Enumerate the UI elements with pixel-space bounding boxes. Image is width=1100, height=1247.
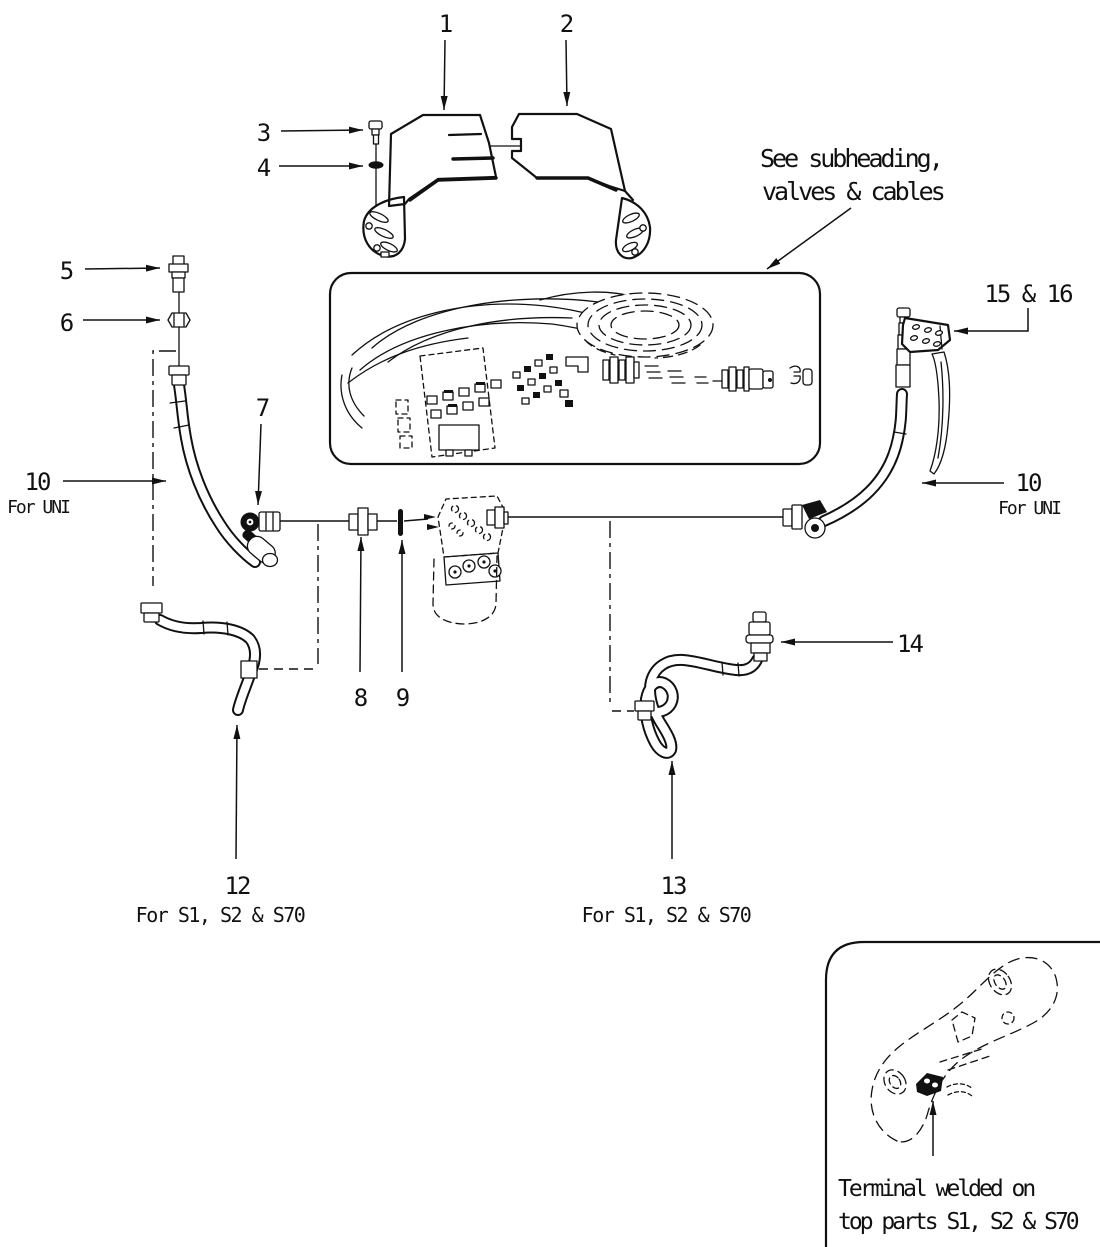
- callout-13-sub: For S1, S2 & S70: [581, 903, 751, 927]
- cable-connector-b: [722, 367, 773, 391]
- callout-13: 13: [660, 872, 686, 900]
- leader-lines: [63, 40, 1028, 1156]
- hose-10-left: [169, 366, 255, 562]
- coupling-part-8: [349, 508, 377, 535]
- hose-10-right: [783, 394, 906, 538]
- callout-15-16: 15 & 16: [984, 280, 1072, 308]
- callout-6: 6: [59, 309, 73, 337]
- see-subheading-note-line1: See subheading,: [760, 144, 941, 173]
- valves-cables-box: [330, 273, 820, 464]
- callout-12-sub: For S1, S2 & S70: [135, 903, 305, 927]
- cable-end-piece: [790, 366, 812, 385]
- see-subheading-note-line2: valves & cables: [762, 177, 943, 206]
- fitting-part-14: [746, 612, 773, 661]
- cover-part-left: [363, 115, 520, 257]
- callout-10-left-sub: For UNI: [7, 497, 69, 518]
- nut-part-6: [168, 313, 190, 366]
- pin-part-9: [398, 509, 403, 536]
- fitting-part-5: [169, 256, 188, 313]
- callout-12: 12: [224, 872, 250, 900]
- cover-part-right: [512, 114, 650, 258]
- bolt-part-3: [369, 121, 382, 161]
- callout-10-right: 10: [1015, 469, 1041, 497]
- callout-7: 7: [255, 394, 269, 422]
- cable-connector-a: [603, 357, 639, 383]
- washer-part-4: [369, 161, 384, 206]
- callout-10-right-sub: For UNI: [998, 498, 1060, 519]
- callout-10-left: 10: [24, 468, 50, 496]
- manifold-block: [424, 496, 508, 624]
- cable-dashes: [645, 366, 724, 383]
- top-part-phantom-sketch: [871, 958, 1057, 1142]
- hose-part-12: [141, 603, 257, 710]
- inset-note-line2: top parts S1, S2 & S70: [838, 1209, 1077, 1235]
- cable-coil-sketch: [577, 293, 812, 391]
- callout-14: 14: [897, 630, 922, 658]
- callout-9: 9: [395, 684, 409, 712]
- hose-part-13: [635, 660, 757, 753]
- callout-5: 5: [59, 257, 73, 285]
- inset-note-line1: Terminal welded on: [838, 1176, 1034, 1202]
- callout-1: 1: [438, 10, 452, 38]
- callout-3: 3: [256, 119, 270, 147]
- callout-2: 2: [559, 10, 573, 38]
- callout-4: 4: [256, 154, 270, 182]
- callout-8: 8: [353, 684, 367, 712]
